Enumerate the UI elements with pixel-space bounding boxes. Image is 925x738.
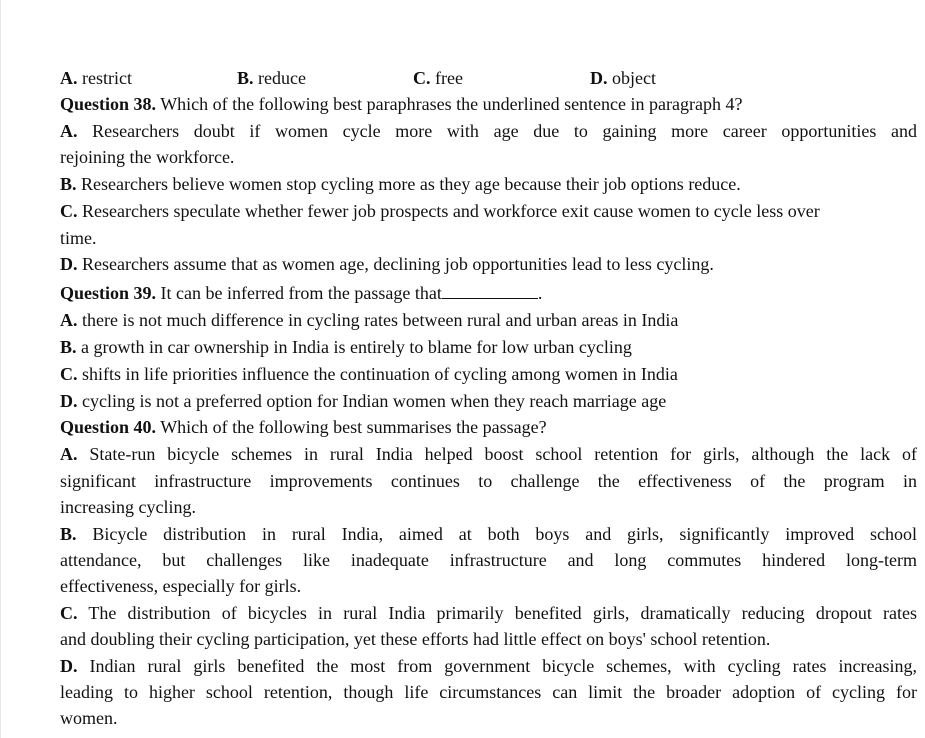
q40-option-c: C. The distribution of bicycles in rural India primarily benefited girls, dramatically reducing dropout rates (60, 603, 917, 623)
q40-option-b: B. Bicycle distribution in rural India, aimed at both boys and girls, significantly improved school (60, 524, 917, 544)
left-edge-line (0, 0, 1, 738)
q38-option-a-cont: rejoining the workforce. (60, 147, 235, 167)
q37-option-d: D. object (590, 68, 656, 88)
q40-option-d-cont2: women. (60, 708, 118, 728)
q38-option-d: D. Researchers assume that as women age, declining job opportunities lead to less cycling. (60, 254, 714, 274)
q39-option-a: A. there is not much difference in cycling rates between rural and urban areas in India (60, 310, 679, 330)
q40-option-b-cont2: effectiveness, especially for girls. (60, 576, 302, 596)
q39-stem: Question 39. It can be inferred from the passage that . (60, 283, 543, 303)
q40-option-d: D. Indian rural girls benefited the most from government bicycle schemes, with cycling rates increasing, (60, 656, 917, 676)
q40-option-b-cont1: attendance, but challenges like inadequate infrastructure and long commutes hindered long-term (60, 550, 917, 570)
q40-stem: Question 40. Which of the following best summarises the passage? (60, 417, 547, 437)
q38-stem: Question 38. Which of the following best paraphrases the underlined sentence in paragraph 4? (60, 94, 743, 114)
q40-option-c-cont: and doubling their cycling participation, yet these efforts had little effect on boys' school retention. (60, 629, 771, 649)
q37-option-a: A. restrict (60, 68, 132, 88)
q37-options-row (60, 66, 917, 90)
answer-blank (442, 284, 538, 299)
q39-option-b: B. a growth in car ownership in India is entirely to blame for low urban cycling (60, 337, 632, 357)
q40-option-a-cont1: significant infrastructure improvements continues to challenge the effectiveness of the program in (60, 471, 917, 491)
q38-option-c: C. Researchers speculate whether fewer job prospects and workforce exit cause women to cycle less over (60, 201, 820, 221)
q38-option-a: A. Researchers doubt if women cycle more with age due to gaining more career opportunities and (60, 121, 917, 141)
q37-option-b: B. reduce (237, 68, 306, 88)
q40-option-a: A. State-run bicycle schemes in rural India helped boost school retention for girls, although the lack of (60, 444, 917, 464)
q39-option-d: D. cycling is not a preferred option for Indian women when they reach marriage age (60, 391, 667, 411)
q40-option-d-cont1: leading to higher school retention, though life circumstances can limit the broader adoption of cycling for (60, 682, 917, 702)
q39-option-c: C. shifts in life priorities influence the continuation of cycling among women in India (60, 364, 678, 384)
q40-option-a-cont2: increasing cycling. (60, 497, 196, 517)
q38-option-c-cont: time. (60, 228, 97, 248)
q37-option-c: C. free (413, 68, 463, 88)
q38-option-b: B. Researchers believe women stop cycling more as they age because their job options reduce. (60, 174, 741, 194)
